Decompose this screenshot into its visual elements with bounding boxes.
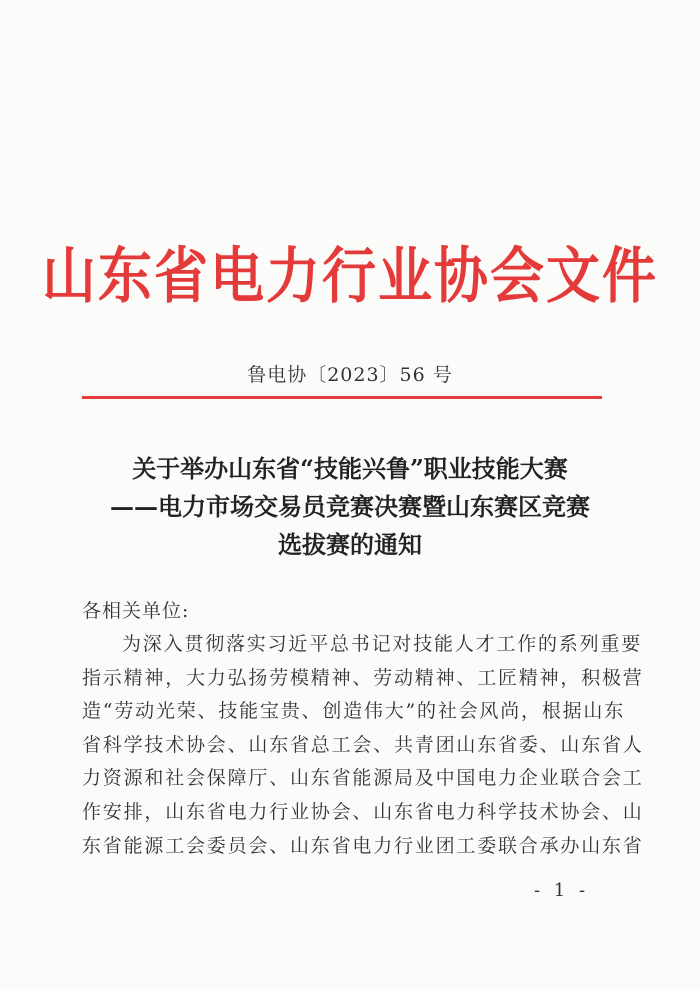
red-divider-line [82,396,602,399]
org-header-title: 山东省电力行业协会文件 [42,240,658,311]
notice-title-line-3: 选拔赛的通知 [278,530,422,559]
page-number: - 1 - [534,880,590,901]
body-line: 东省能源工会委员会、山东省电力行业团工委联合承办山东省 [82,834,644,857]
notice-title-line-2: ——电力市场交易员竞赛决赛暨山东赛区竞赛 [110,492,590,521]
body-line: 指示精神，大力弘扬劳模精神、劳动精神、工匠精神，积极营 [82,666,644,689]
notice-title-line-1: 关于举办山东省“技能兴鲁”职业技能大赛 [132,454,568,483]
body-paragraph [82,628,644,863]
body-line: 力资源和社会保障厅、山东省能源局及中国电力企业联合会工 [82,767,644,790]
notice-title [60,450,640,564]
body-line: 作安排，山东省电力行业协会、山东省电力科学技术协会、山 [82,800,644,823]
body-line: 造“劳动光荣、技能宝贵、创造伟大”的社会风尚，根据山东 [82,700,626,723]
body-line: 省科学技术协会、山东省总工会、共青团山东省委、山东省人 [82,733,644,756]
body-line: 为深入贯彻落实习近平总书记对技能人才工作的系列重要 [122,633,643,655]
document-number: 鲁电协〔2023〕56 号 [247,364,453,386]
salutation: 各相关单位: [82,600,190,622]
